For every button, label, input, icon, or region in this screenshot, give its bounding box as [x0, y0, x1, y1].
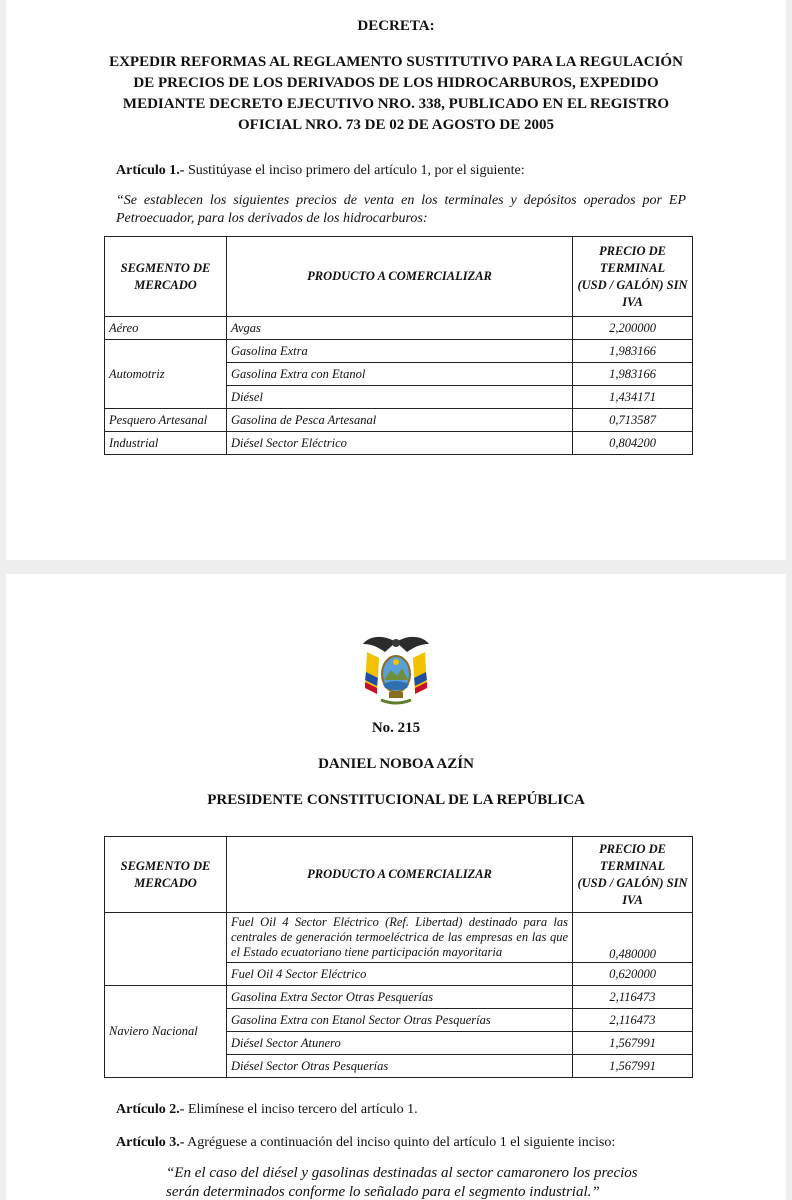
price-cell: 1,567991 — [573, 1032, 693, 1055]
article-2-label: Artículo 2.- — [116, 1102, 185, 1117]
article-3-text: Agréguese a continuación del inciso quinto del artículo 1 el siguiente inciso: — [184, 1135, 616, 1150]
product-cell: Diésel Sector Atunero — [227, 1032, 573, 1055]
price-cell: 2,116473 — [573, 986, 693, 1009]
decreta-heading: DECRETA: — [357, 18, 435, 34]
product-cell: Gasolina Extra con Etanol Sector Otras Pesquerías — [227, 1009, 573, 1032]
article-1-text: Sustitúyase el inciso primero del artículo 1, por el siguiente: — [184, 163, 525, 178]
header-price-line1: PRECIO DE TERMINAL — [598, 841, 667, 873]
document-page-2 — [6, 574, 786, 1200]
product-cell: Gasolina Extra Sector Otras Pesquerías — [227, 986, 573, 1009]
article-3 — [116, 1135, 726, 1151]
header-segment: SEGMENTO DE MERCADO — [105, 237, 227, 317]
segment-cell: Pesquero Artesanal — [105, 409, 227, 432]
decree-number: No. 215 — [371, 720, 421, 736]
product-cell: Diésel Sector Eléctrico — [227, 432, 573, 455]
product-cell: Gasolina Extra con Etanol — [227, 363, 573, 386]
president-name: DANIEL NOBOA AZÍN — [318, 756, 474, 772]
product-cell: Fuel Oil 4 Sector Eléctrico (Ref. Libertad) destinado para las centrales de generación termoeléctrica de las empresas en las que el Estado ecuatoriano tiene participación mayoritaria — [227, 913, 573, 963]
document-page-1 — [6, 0, 786, 560]
product-cell: Diésel Sector Otras Pesquerías — [227, 1055, 573, 1078]
segment-cell-empty — [105, 913, 227, 986]
header-segment: SEGMENTO DE MERCADO — [105, 837, 227, 913]
price-cell: 2,200000 — [573, 317, 693, 340]
price-table-2 — [104, 836, 693, 1078]
article-1-label: Artículo 1.- — [116, 163, 185, 178]
article-2 — [116, 1102, 686, 1118]
price-cell: 0,620000 — [573, 963, 693, 986]
header-price — [573, 237, 693, 317]
article-2-text: Elimínese el inciso tercero del artículo 1. — [184, 1102, 418, 1117]
product-cell: Gasolina Extra — [227, 340, 573, 363]
price-cell: 1,567991 — [573, 1055, 693, 1078]
header-price — [573, 837, 693, 913]
ecuador-coat-of-arms-icon — [361, 632, 431, 706]
article-1-quote: “Se establecen los siguientes precios de venta en los terminales y depósitos operados por EP Petroecuador, para los derivados de los hidrocarburos: — [116, 193, 686, 226]
segment-cell: Automotriz — [105, 340, 227, 409]
price-cell: 0,713587 — [573, 409, 693, 432]
price-cell: 0,804200 — [573, 432, 693, 455]
price-table-1 — [104, 236, 693, 455]
header-price-line2: (USD / GALÓN) SIN IVA — [577, 875, 688, 907]
price-cell: 0,480000 — [573, 913, 693, 963]
segment-cell: Industrial — [105, 432, 227, 455]
table-row — [105, 317, 693, 340]
article-3-quote: “En el caso del diésel y gasolinas destinadas al sector camaronero los precios serán determinados conforme lo señalado para el segmento industrial.” — [166, 1165, 638, 1200]
price-cell: 1,983166 — [573, 340, 693, 363]
header-product: PRODUCTO A COMERCIALIZAR — [227, 237, 573, 317]
table-row — [105, 913, 693, 963]
header-price-line1: PRECIO DE TERMINAL — [598, 243, 667, 275]
table-row — [105, 986, 693, 1009]
price-cell: 1,983166 — [573, 363, 693, 386]
table-row — [105, 432, 693, 455]
president-title: PRESIDENTE CONSTITUCIONAL DE LA REPÚBLICA — [207, 792, 585, 808]
product-cell: Diésel — [227, 386, 573, 409]
article-1 — [116, 163, 686, 179]
header-price-line2: (USD / GALÓN) SIN IVA — [577, 277, 688, 309]
table-row — [105, 409, 693, 432]
segment-cell: Naviero Nacional — [105, 986, 227, 1078]
table-row — [105, 340, 693, 363]
price-cell: 2,116473 — [573, 1009, 693, 1032]
decree-subject: EXPEDIR REFORMAS AL REGLAMENTO SUSTITUTIVO PARA LA REGULACIÓN DE PRECIOS DE LOS DERIVADOS DE LOS HIDROCARBUROS, EXPEDIDO MEDIANTE DECRETO EJECUTIVO NRO. 338, PUBLICADO EN EL REGISTRO OFICIAL NRO. 73 DE 02 DE AGOSTO DE 2005 — [109, 54, 683, 133]
header-product: PRODUCTO A COMERCIALIZAR — [227, 837, 573, 913]
price-cell: 1,434171 — [573, 386, 693, 409]
product-cell: Fuel Oil 4 Sector Eléctrico — [227, 963, 573, 986]
segment-cell: Aéreo — [105, 317, 227, 340]
product-cell: Avgas — [227, 317, 573, 340]
product-cell: Gasolina de Pesca Artesanal — [227, 409, 573, 432]
article-3-label: Artículo 3.- — [116, 1135, 185, 1150]
